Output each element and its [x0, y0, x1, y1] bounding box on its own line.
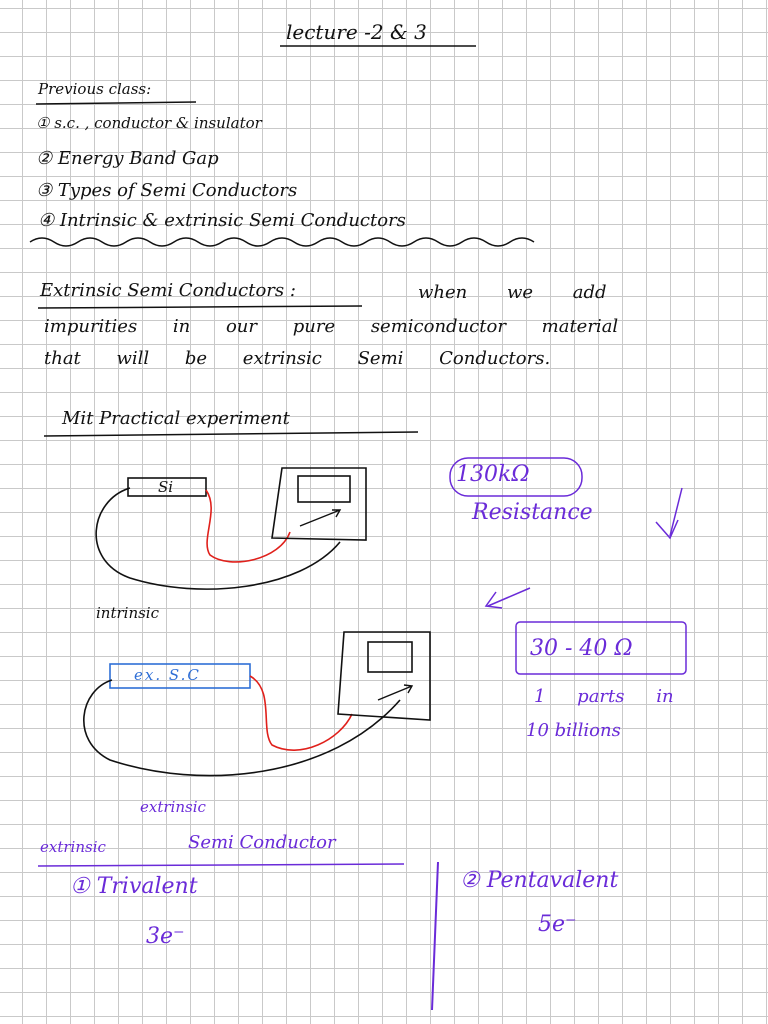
page-title: lecture -2 & 3 [286, 20, 427, 44]
extrinsic-caption: extrinsic [140, 798, 206, 816]
definition-line3: that will be extrinsic Semi Conductors. [44, 348, 551, 369]
definition-term: Extrinsic Semi Conductors : [40, 280, 296, 301]
low-resistance-value: 30 - 40 Ω [530, 636, 633, 661]
definition-underline [38, 306, 362, 308]
ratio-line1: 1 parts in [534, 686, 674, 707]
previous-class-heading: Previous class: [38, 80, 152, 98]
types-underline [38, 864, 404, 866]
previous-item-4: ④ Intrinsic & extrinsic Semi Conductors [38, 210, 406, 231]
resistance-label: Resistance [472, 500, 593, 525]
black-wire-1 [96, 488, 340, 589]
meter-1-body [272, 468, 366, 540]
pentavalent-electrons: 5e⁻ [538, 912, 577, 937]
si-label: Si [158, 478, 174, 496]
types-divider [432, 862, 438, 1010]
wavy-divider [30, 238, 534, 246]
trivalent-label: ① Trivalent [70, 874, 198, 899]
meter-2-needle [378, 685, 412, 700]
ratio-line2: 10 billions [526, 720, 621, 741]
resistance-value: 130kΩ [456, 462, 530, 487]
pentavalent-label: ② Pentavalent [460, 868, 619, 893]
arrow-left-icon [486, 588, 530, 608]
red-wire-1 [206, 490, 290, 562]
experiment-underline [44, 432, 418, 436]
meter-2-body [338, 632, 430, 720]
meter-1-screen [298, 476, 350, 502]
trivalent-electrons: 3e⁻ [146, 924, 185, 949]
arrow-down-icon [656, 488, 682, 538]
definition-line1: when we add [418, 282, 607, 303]
meter-2-screen [368, 642, 412, 672]
definition-line2: impurities in our pure semiconductor material [44, 316, 619, 337]
previous-item-2: ② Energy Band Gap [36, 148, 219, 169]
previous-heading-underline [36, 102, 196, 104]
black-wire-2 [84, 680, 400, 776]
meter-1-needle [300, 510, 340, 526]
red-wire-2 [250, 676, 352, 750]
extrinsic-sc-label: ex. S.C [134, 666, 201, 684]
previous-item-1: ① s.c. , conductor & insulator [36, 114, 262, 132]
intrinsic-label: intrinsic [96, 604, 160, 622]
types-heading-left: extrinsic [40, 838, 106, 856]
types-heading-right: Semi Conductor [188, 832, 336, 853]
previous-item-3: ③ Types of Semi Conductors [36, 180, 298, 201]
experiment-heading: Mit Practical experiment [62, 408, 290, 429]
